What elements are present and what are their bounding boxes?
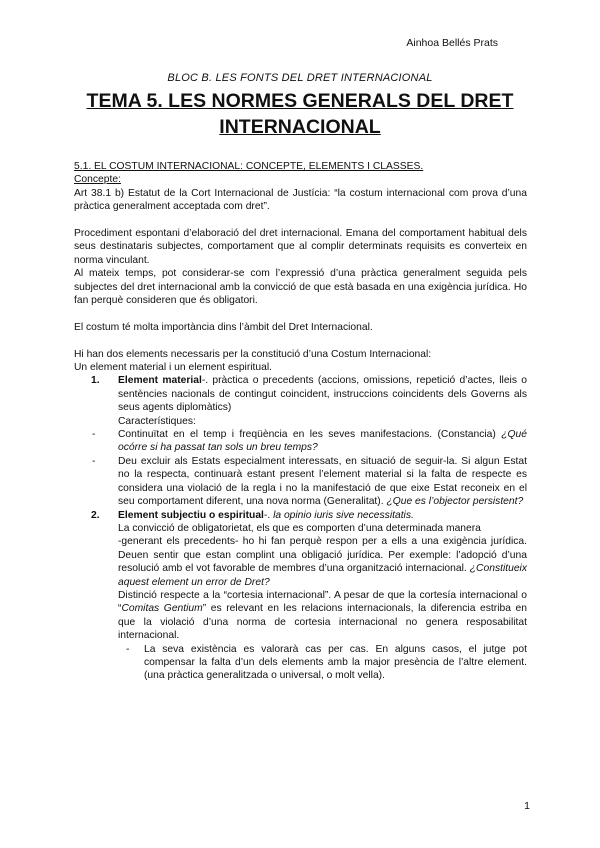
paragraph-2: Al mateix temps, pot considerar-se com l’expressió d’una pràctica generalment seguida pels subjectes del dret internacional amb la convicció de que està basada en una exigència jurídica. Ho fan perquè consideren que és obligatori. [74,268,527,307]
article-quote: Art 38.1 b) Estatut de la Cort Internacional de Justícia: “la costum internacional com prova d’una pràctica generalment acceptada com dret”. [74,187,527,213]
paragraph-3: El costum té molta importància dins l’àmbit del Dret Internacional. [74,321,373,333]
item-1-title: Element material [118,375,202,387]
item-2-line-2: -generant els precedents- ho hi fan perquè respon per a ells a una exigència jurídica. Deuen sentir que estan complint una obligació jurídica. Per exemple: l’adopció d’una resolució amb el vot favorable de membres d’una organització internacional. ¿Constitueix aquest element un error de Dret? [118,536,527,588]
characteristics-label: Característiques: [118,415,196,427]
item-2-number: 2. [91,509,100,521]
item-1-dash-2: - Deu excluir als Estats especialment interessats, en situació de seguir-la. Si algun Estat no la respecta, continuarà estant present l’element material si la falta de respecte es considera una violació de la regla i no la manifestació de que eixe Estat reconeix en el seu comportament diferent, una nova norma (Generalitat). ¿Que es l’objector persistent? [92,455,527,508]
paragraph-1: Procediment espontani d’elaboració del dret internacional. Emana del comportament habitual dels seus destinataris subjectes, comportament que al complir determinats requisits es converteix en norma vinculant. [74,228,527,266]
section-heading: 5.1. EL COSTUM INTERNACIONAL: CONCEPTE, ELEMENTS I CLASSES. [74,161,424,172]
item-2-courtesy: Distinció respecte a la “cortesia internacional”. A pesar de que la cortesía internacional o “Comitas Gentium” es relevant en les relacions internacionals, la diferencia estriba en que la violació d’una norma de cortesia internacional no genera resposabilitat internacional. [118,589,527,642]
item-1 [74,374,527,414]
item-2-sub-dash: - La seva existència es valorarà cas per cas. En alguns casos, el jutge pot compensar la falta d’un dels elements amb la major presència de l’altre element. (una pràctica generalitzada o universal, o molt vella). [126,643,527,682]
item-1-text: -. pràctica o precedents (accions, omissions, repetició d’actes, lleis o sentències nacionals de contingut coincident, instruccions coincidents dels Governs als seus agents diplomàtics) [118,375,527,414]
item-2: 2. Element subjectiu o espiritual-. la opinio iuris sive necessitatis. [91,509,414,521]
concept-label: Concepte: [74,174,121,186]
item-2-title: Element subjectiu o espiritual [118,509,264,521]
paragraph-4a: Hi han dos elements necessaris per la constitució d’una Costum Internacional: [74,348,432,360]
item-1-dash-1: - Continuïtat en el temp i freqüència en les seves manifestacions. (Constancia) ¿Qué ocórre si ha passat tan sols un breu temps? [92,429,527,454]
item-2-line-1: La convicció de obligatorietat, els que es comporten d’una determinada manera [118,522,481,534]
document-body [74,160,527,683]
item-2-latin: la opinio iuris sive necessitatis. [273,509,414,521]
paragraph-4b: Un element material i un element espiritual. [74,362,273,374]
page-number: 1 [524,800,530,812]
bloc-subtitle: BLOC B. LES FONTS DEL DRET INTERNACIONAL [167,72,433,84]
author-name: Ainhoa Bellés Prats [406,37,498,49]
page-title: TEMA 5. LES NORMES GENERALS DEL DRET INTERNACIONAL [86,90,514,138]
item-1-number: 1. [91,375,100,387]
